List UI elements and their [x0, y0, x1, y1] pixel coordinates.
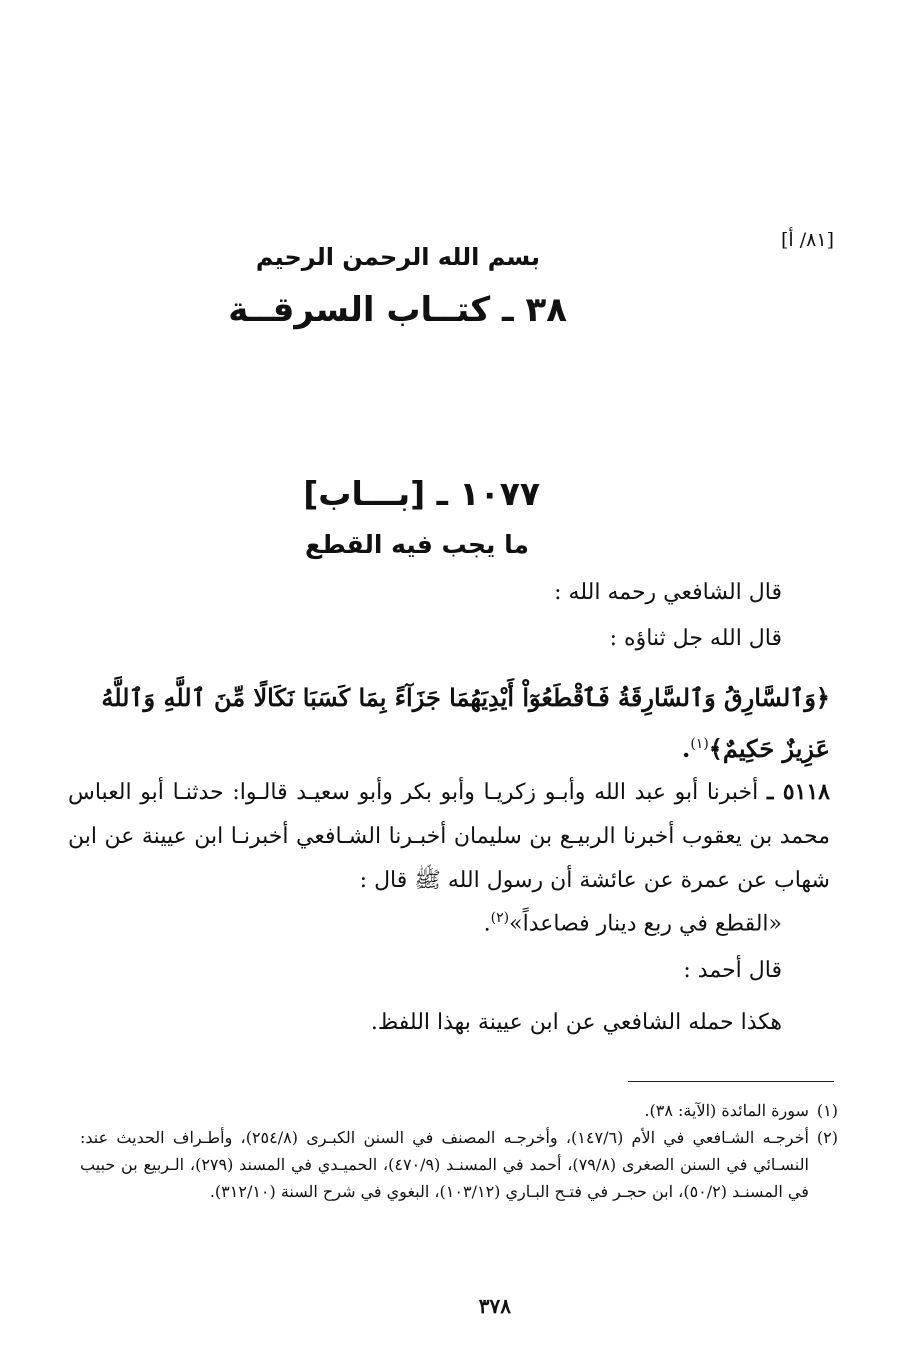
footnote-divider: [628, 1081, 834, 1082]
intro-line-allah: قال الله جل ثناؤه :: [609, 626, 782, 651]
line-ahmad: قال أحمد :: [683, 958, 782, 983]
quote-text: «القطع في ربع دينار فصاعداً»: [509, 911, 782, 937]
chapter-title: ١٠٧٧ ـ [بـــاب]: [303, 474, 540, 513]
folio-marker: [٨١/ أ]: [781, 229, 834, 251]
verse-footnote-ref: (١): [690, 736, 709, 752]
hadith-paragraph: [68, 770, 830, 903]
intro-line-shafii: قال الشافعي رحمه الله :: [554, 580, 782, 605]
footnote: [80, 1124, 838, 1205]
hadith-quote: [484, 910, 782, 936]
line-final: هكذا حمله الشافعي عن ابن عيينة بهذا اللفظ.: [370, 1010, 782, 1035]
footnote-number: (١): [816, 1101, 838, 1120]
chapter-subtitle: ما يجب فيه القطع: [305, 530, 529, 559]
basmala: بسم الله الرحمن الرحيم: [255, 243, 540, 271]
page-number: ٣٧٨: [478, 1294, 511, 1318]
verse-text: ﴿وَٱلسَّارِقُ وَٱلسَّارِقَةُ فَٱقْطَعُوٓاْ أَيْدِيَهُمَا جَزَآءً بِمَا كَسَبَا نَكَالًا مِّنَ ٱللَّهِ وَٱللَّهُ عَزِيزٌ حَكِيمٌ﴾: [101, 683, 830, 763]
footnotes: [80, 1097, 838, 1205]
verse-end: .: [681, 734, 691, 763]
footnote-text: أخرجـه الشـافعي في الأم (١٤٧/٦)، وأخرجـه المصنف في السنن الكبـرى (٢٥٤/٨)، وأطـراف الحديث عند: النسـائي في السنن الصغرى (٧٩/٨)، أحمد في المسنـد (٤٧٠/٩)، الحميـدي في المسند (٢٧٩)، الـربيع بن حبيب في المسنـد (٥٠/٢)، ابن حجـر في فتـح البـاري (١٠٣/١٢)، البغوي في شرح السنة (٣١٢/١٠).: [80, 1128, 809, 1201]
book-title: ٣٨ ـ كتــاب السرقــة: [228, 290, 567, 330]
quote-end: .: [483, 911, 491, 937]
quote-footnote-ref: (٢): [490, 910, 510, 926]
hadith-text: أخبرنا أبو عبد الله وأبـو زكريـا وأبو بكر وأبو سعيـد قالـوا: حدثنـا أبو العباس محمد بن يعقوب أخبرنا الربيـع بن سليمان أخبـرنا الشـافعي أخبرنـا ابن عيينة عن ابن شهاب عن عمرة عن عائشة أن رسول الله ﷺ قال :: [68, 780, 830, 893]
quran-verse: [70, 675, 830, 772]
footnote-text: سورة المائدة (الآية: ٣٨).: [644, 1101, 809, 1120]
footnote-number: (٢): [816, 1128, 838, 1147]
footnote: [80, 1097, 838, 1124]
hadith-number: ٥١١٨ ـ: [766, 779, 830, 805]
